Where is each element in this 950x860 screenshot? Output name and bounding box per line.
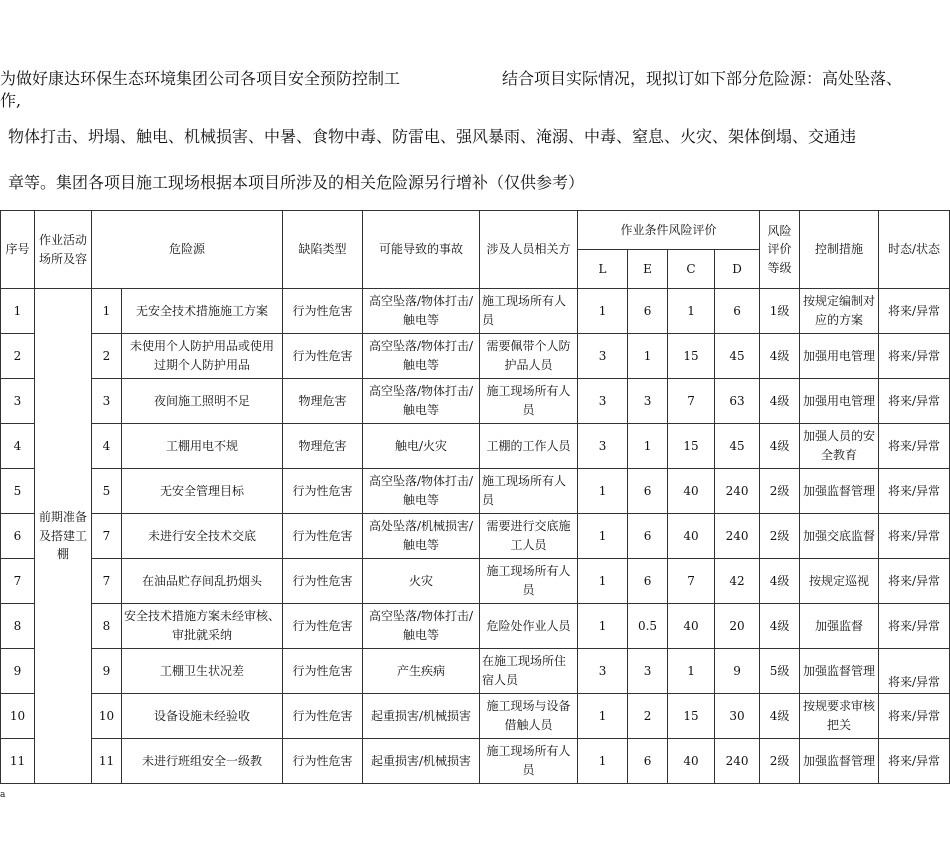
cell-seq: 8	[1, 604, 35, 649]
cell-control: 加强人员的安 全教育	[800, 424, 879, 469]
cell-sub-seq: 7	[92, 514, 122, 559]
cell-control: 加强监督管理	[800, 739, 879, 784]
intro-line-1-wrap: 作,	[0, 91, 22, 110]
header-grade: 风险评价等级	[760, 211, 800, 289]
cell-hazard: 无安全管理目标	[122, 469, 283, 514]
header-persons: 涉及人员相关方	[480, 211, 578, 289]
cell-control: 按规定编制对 应的方案	[800, 289, 879, 334]
table-row	[1, 514, 950, 559]
cell-L: 1	[578, 514, 628, 559]
cell-L: 3	[578, 334, 628, 379]
cell-D: 45	[715, 334, 760, 379]
cell-sub-seq: 11	[92, 739, 122, 784]
cell-sub-seq: 2	[92, 334, 122, 379]
cell-persons: 需要佩带个人防护品人员	[480, 334, 578, 379]
cell-defect: 物理危害	[283, 424, 363, 469]
cell-defect: 行为性危害	[283, 559, 363, 604]
cell-C: 40	[668, 604, 715, 649]
header-L: L	[578, 250, 628, 289]
cell-defect: 行为性危害	[283, 739, 363, 784]
header-hazard: 危险源	[92, 211, 283, 289]
cell-control: 按规要求审核 把关	[800, 694, 879, 739]
cell-hazard: 安全技术措施方案未经审核、审批就采纳	[122, 604, 283, 649]
cell-persons: 施工现场所有人员	[480, 469, 578, 514]
cell-E: 1	[628, 424, 668, 469]
cell-D: 6	[715, 289, 760, 334]
cell-seq: 9	[1, 649, 35, 694]
cell-D: 9	[715, 649, 760, 694]
cell-persons: 危险处作业人员	[480, 604, 578, 649]
footnote-mark: a	[0, 790, 6, 800]
cell-status: 将来/异常	[879, 469, 950, 514]
cell-status: 将来/异常	[879, 559, 950, 604]
cell-control: 加强用电管理	[800, 334, 879, 379]
cell-L: 1	[578, 289, 628, 334]
cell-grade: 5级	[760, 649, 800, 694]
cell-persons: 工棚的工作人员	[480, 424, 578, 469]
cell-C: 40	[668, 469, 715, 514]
cell-E: 2	[628, 694, 668, 739]
cell-L: 1	[578, 604, 628, 649]
cell-defect: 行为性危害	[283, 604, 363, 649]
cell-seq: 7	[1, 559, 35, 604]
intro-line-1-part-1: 为做好康达环保生态环境集团公司各项目安全预防控制工	[0, 69, 401, 88]
cell-persons: 施工现场所有人员	[480, 739, 578, 784]
cell-defect: 行为性危害	[283, 694, 363, 739]
cell-L: 3	[578, 424, 628, 469]
cell-grade: 4级	[760, 604, 800, 649]
cell-status: 将来/异常	[879, 694, 950, 739]
intro-line-3: 章等。集团各项目施工现场根据本项目所涉及的相关危险源另行增补（仅供参考）	[8, 173, 585, 192]
cell-C: 1	[668, 649, 715, 694]
table-row	[1, 739, 950, 784]
cell-grade: 2级	[760, 739, 800, 784]
cell-control: 加强监督	[800, 604, 879, 649]
cell-E: 6	[628, 469, 668, 514]
table-row	[1, 289, 950, 334]
cell-accident: 高空坠落/物体打击/ 触电等	[363, 379, 480, 424]
cell-E: 0.5	[628, 604, 668, 649]
cell-E: 6	[628, 739, 668, 784]
cell-status: 将来/异常	[879, 289, 950, 334]
cell-D: 30	[715, 694, 760, 739]
cell-persons: 施工现场所有人员	[480, 289, 578, 334]
cell-L: 1	[578, 694, 628, 739]
cell-D: 240	[715, 469, 760, 514]
header-accident: 可能导致的事故	[363, 211, 480, 289]
cell-C: 1	[668, 289, 715, 334]
cell-C: 15	[668, 334, 715, 379]
cell-status: 将来/异常	[879, 739, 950, 784]
table-row	[1, 604, 950, 649]
cell-defect: 行为性危害	[283, 514, 363, 559]
cell-control: 按规定巡视	[800, 559, 879, 604]
cell-persons: 需要进行交底施工人员	[480, 514, 578, 559]
header-E: E	[628, 250, 668, 289]
cell-accident: 起重损害/机械损害	[363, 739, 480, 784]
header-C: C	[668, 250, 715, 289]
cell-D: 20	[715, 604, 760, 649]
cell-control: 加强监督管理	[800, 649, 879, 694]
cell-defect: 行为性危害	[283, 334, 363, 379]
cell-grade: 4级	[760, 379, 800, 424]
cell-defect: 行为性危害	[283, 289, 363, 334]
header-row-1	[1, 211, 950, 250]
intro-line-1-part-2: 结合项目实际情况，现拟订如下部分危险源：高处坠落、	[502, 69, 903, 88]
cell-sub-seq: 9	[92, 649, 122, 694]
cell-C: 40	[668, 514, 715, 559]
cell-L: 3	[578, 649, 628, 694]
cell-defect: 行为性危害	[283, 469, 363, 514]
cell-L: 1	[578, 559, 628, 604]
header-seq: 序号	[1, 211, 35, 289]
cell-seq: 1	[1, 289, 35, 334]
cell-sub-seq: 8	[92, 604, 122, 649]
cell-hazard: 设备设施未经验收	[122, 694, 283, 739]
header-defect: 缺陷类型	[283, 211, 363, 289]
cell-seq: 11	[1, 739, 35, 784]
cell-accident: 火灾	[363, 559, 480, 604]
cell-seq: 5	[1, 469, 35, 514]
cell-accident: 起重损害/机械损害	[363, 694, 480, 739]
table-row	[1, 559, 950, 604]
table-row	[1, 424, 950, 469]
cell-L: 1	[578, 469, 628, 514]
cell-seq: 10	[1, 694, 35, 739]
cell-sub-seq: 1	[92, 289, 122, 334]
cell-control: 加强监督管理	[800, 469, 879, 514]
cell-status: 将来/异常	[879, 334, 950, 379]
cell-E: 1	[628, 334, 668, 379]
header-activity: 作业活动场所及容	[35, 211, 92, 289]
table-row	[1, 469, 950, 514]
cell-sub-seq: 3	[92, 379, 122, 424]
cell-E: 6	[628, 514, 668, 559]
cell-L: 1	[578, 739, 628, 784]
cell-status: 将来/异常	[879, 604, 950, 649]
cell-hazard: 在油品贮存间乱扔烟头	[122, 559, 283, 604]
cell-C: 15	[668, 694, 715, 739]
cell-E: 3	[628, 649, 668, 694]
cell-sub-seq: 4	[92, 424, 122, 469]
cell-E: 6	[628, 289, 668, 334]
cell-grade: 4级	[760, 334, 800, 379]
cell-accident: 高空坠落/物体打击/ 触电等	[363, 604, 480, 649]
cell-defect: 行为性危害	[283, 649, 363, 694]
cell-status: 将来/异常	[879, 379, 950, 424]
cell-persons: 施工现场所有人员	[480, 559, 578, 604]
cell-L: 3	[578, 379, 628, 424]
cell-sub-seq: 10	[92, 694, 122, 739]
table-row	[1, 334, 950, 379]
cell-sub-seq: 7	[92, 559, 122, 604]
cell-seq: 2	[1, 334, 35, 379]
cell-control: 加强用电管理	[800, 379, 879, 424]
cell-seq: 4	[1, 424, 35, 469]
cell-hazard: 未进行班组安全一级教	[122, 739, 283, 784]
cell-seq: 3	[1, 379, 35, 424]
cell-C: 40	[668, 739, 715, 784]
cell-grade: 2级	[760, 514, 800, 559]
cell-status: 将来/异常	[879, 649, 950, 694]
cell-grade: 4级	[760, 559, 800, 604]
cell-hazard: 未进行安全技术交底	[122, 514, 283, 559]
cell-status: 将来/异常	[879, 424, 950, 469]
cell-C: 15	[668, 424, 715, 469]
cell-persons: 施工现场所有人员	[480, 379, 578, 424]
cell-grade: 2级	[760, 469, 800, 514]
cell-persons: 施工现场与设备借触人员	[480, 694, 578, 739]
cell-activity-group: 前期准备及搭建工棚	[35, 289, 92, 784]
intro-line-2: 物体打击、坍塌、触电、机械损害、中暑、食物中毒、防雷电、强风暴雨、淹溺、中毒、窒息、火灾、架体倒塌、交通违	[8, 127, 857, 146]
cell-hazard: 夜间施工照明不足	[122, 379, 283, 424]
table-row	[1, 694, 950, 739]
cell-sub-seq: 5	[92, 469, 122, 514]
cell-hazard: 工棚用电不规	[122, 424, 283, 469]
cell-accident: 触电/火灾	[363, 424, 480, 469]
header-D: D	[715, 250, 760, 289]
cell-accident: 高空坠落/物体打击/ 触电等	[363, 334, 480, 379]
cell-hazard: 无安全技术措施施工方案	[122, 289, 283, 334]
cell-hazard: 未使用个人防护用品或使用 过期个人防护用品	[122, 334, 283, 379]
cell-D: 45	[715, 424, 760, 469]
cell-accident: 高空坠落/物体打击/ 触电等	[363, 289, 480, 334]
cell-status: 将来/异常	[879, 514, 950, 559]
cell-E: 6	[628, 559, 668, 604]
cell-grade: 4级	[760, 694, 800, 739]
cell-accident: 高空坠落/物体打击/ 触电等	[363, 469, 480, 514]
header-risk-eval: 作业条件风险评价	[578, 211, 760, 250]
cell-grade: 1级	[760, 289, 800, 334]
table-row	[1, 649, 950, 694]
cell-accident: 高处坠落/机械损害/ 触电等	[363, 514, 480, 559]
cell-hazard: 工棚卫生状况差	[122, 649, 283, 694]
header-control: 控制措施	[800, 211, 879, 289]
cell-D: 240	[715, 514, 760, 559]
hazard-table	[0, 210, 950, 784]
cell-C: 7	[668, 559, 715, 604]
header-status: 时态/状态	[879, 211, 950, 289]
cell-defect: 物理危害	[283, 379, 363, 424]
cell-E: 3	[628, 379, 668, 424]
cell-seq: 6	[1, 514, 35, 559]
table-row	[1, 379, 950, 424]
cell-control: 加强交底监督	[800, 514, 879, 559]
cell-D: 63	[715, 379, 760, 424]
cell-accident: 产生疾病	[363, 649, 480, 694]
cell-persons: 在施工现场所住宿人员	[480, 649, 578, 694]
cell-grade: 4级	[760, 424, 800, 469]
cell-C: 7	[668, 379, 715, 424]
cell-D: 42	[715, 559, 760, 604]
cell-D: 240	[715, 739, 760, 784]
